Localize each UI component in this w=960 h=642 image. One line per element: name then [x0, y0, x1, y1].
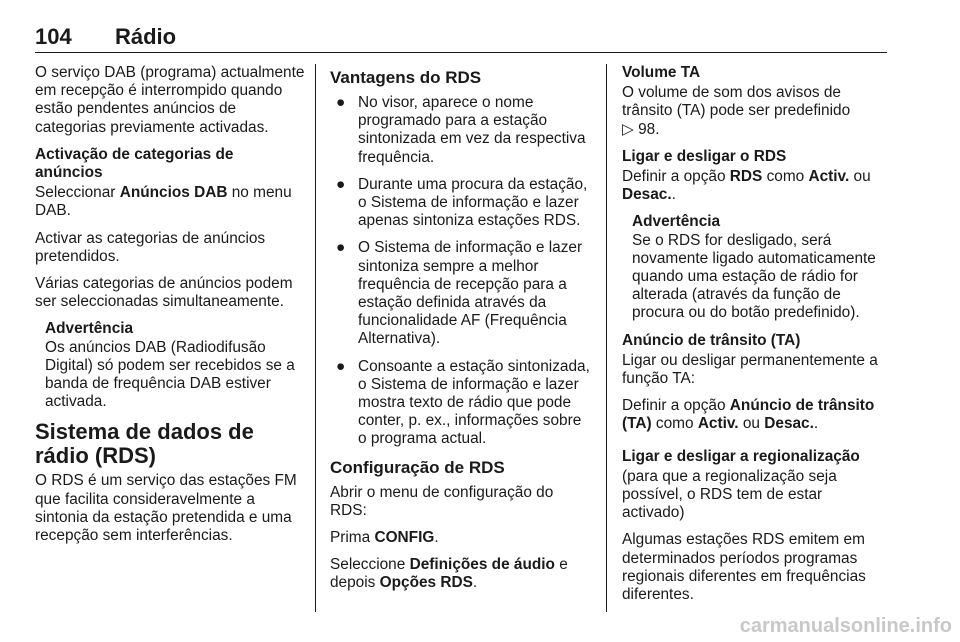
bullet-icon: ●: [336, 357, 346, 375]
intro-paragraph: O serviço DAB (programa) actualmente em recepção é interrompido quando estão pendentes anúncios de categorias previamente activadas.: [35, 64, 305, 136]
section-heading-config: Configuração de RDS: [330, 457, 505, 477]
column-1: [35, 64, 305, 554]
note-text: Se o RDS for desligado, será novamente ligado automaticamente quando uma estação de rádio for alterada (através da função de procura ou do botão predefinido).: [632, 231, 876, 322]
column-divider-2: [606, 64, 607, 612]
volume-paragraph: O volume de som dos avisos de trânsito (TA) pode ser predefinido ▷ 98.: [622, 84, 851, 138]
column-divider-1: [315, 64, 316, 612]
rds-description: O RDS é um serviço das estações FM que facilita consideravelmente a sintonia da estação pretendida e uma recepção sem interferências.: [35, 472, 297, 545]
column-2: [330, 64, 590, 602]
section-heading-rds-toggle: Ligar e desligar o RDS: [622, 147, 787, 165]
traffic-option-paragraph: Definir a opção Anúncio de trânsito (TA) como Activ. ou Desac..: [622, 397, 875, 433]
rds-option-paragraph: Definir a opção RDS como Activ. ou Desac..: [622, 168, 871, 204]
bullet-icon: ●: [336, 94, 346, 111]
page-reference: ▷ 98.: [622, 120, 660, 138]
advantages-list: [330, 94, 590, 449]
note-title: Advertência: [632, 213, 721, 231]
section-heading-advantages: Vantagens do RDS: [330, 68, 482, 87]
note-title: Advertência: [45, 320, 134, 338]
column-3: [622, 64, 888, 613]
bullet-icon: ●: [336, 239, 346, 257]
note-text: Os anúncios DAB (Radiodifusão Digital) só podem ser recebidos se a banda de frequência DAB estiver activada.: [45, 338, 295, 411]
activate-paragraph: Activar as categorias de anúncios pretendidos.: [35, 229, 266, 265]
select-dab-paragraph: Seleccionar Anúncios DAB no menu DAB.: [35, 184, 292, 220]
traffic-paragraph: Ligar ou desligar permanentemente a função TA:: [622, 351, 878, 388]
regional-programs-paragraph: Algumas estações RDS emitem em determinados períodos programas regionais diferentes em frequências diferentes.: [622, 531, 866, 604]
list-item: ● Consoante a estação sintonizada, o Sistema de informação e lazer mostra texto de rádio que pode conter, p. ex., informações sobre o programa actual.: [336, 357, 590, 448]
section-heading-regionalization: Ligar e desligar a regionalização: [622, 447, 860, 465]
list-item: ● O Sistema de informação e lazer sintoniza sempre a melhor frequência de recepção para a estação definida através da funcionalidade AF (Frequência Alternativa).: [336, 239, 583, 348]
page-number: 104: [35, 24, 72, 49]
regionalization-paragraph: (para que a regionalização seja possível, o RDS tem de estar activado): [622, 467, 837, 522]
open-menu-paragraph: Abrir o menu de configuração do RDS:: [330, 483, 554, 519]
page-title: Rádio: [115, 24, 177, 49]
note-rds: [632, 213, 888, 322]
section-heading-traffic: Anúncio de trânsito (TA): [622, 331, 801, 349]
chapter-heading-rds: Sistema de dados de rádio (RDS): [35, 419, 254, 469]
list-item: ● Durante uma procura da estação, o Sistema de informação e lazer apenas sintoniza estações RDS.: [336, 175, 588, 230]
press-config-paragraph: Prima CONFIG.: [330, 529, 439, 547]
note-dab: [45, 320, 305, 411]
section-heading-activation: Activação de categorias de anúncios: [35, 145, 234, 182]
section-heading-volume-ta: Volume TA: [622, 64, 701, 81]
bullet-icon: ●: [336, 175, 346, 193]
watermark: carmanualsonline.info: [739, 615, 952, 637]
list-item: ● No visor, aparece o nome programado para a estação sintonizada em vez da respectiva frequência.: [336, 94, 586, 166]
select-settings-paragraph: Seleccione Definições de áudio e depois Opções RDS.: [330, 556, 568, 592]
multiple-categories-paragraph: Várias categorias de anúncios podem ser seleccionadas simultaneamente.: [35, 275, 293, 311]
page-header: [35, 20, 887, 53]
